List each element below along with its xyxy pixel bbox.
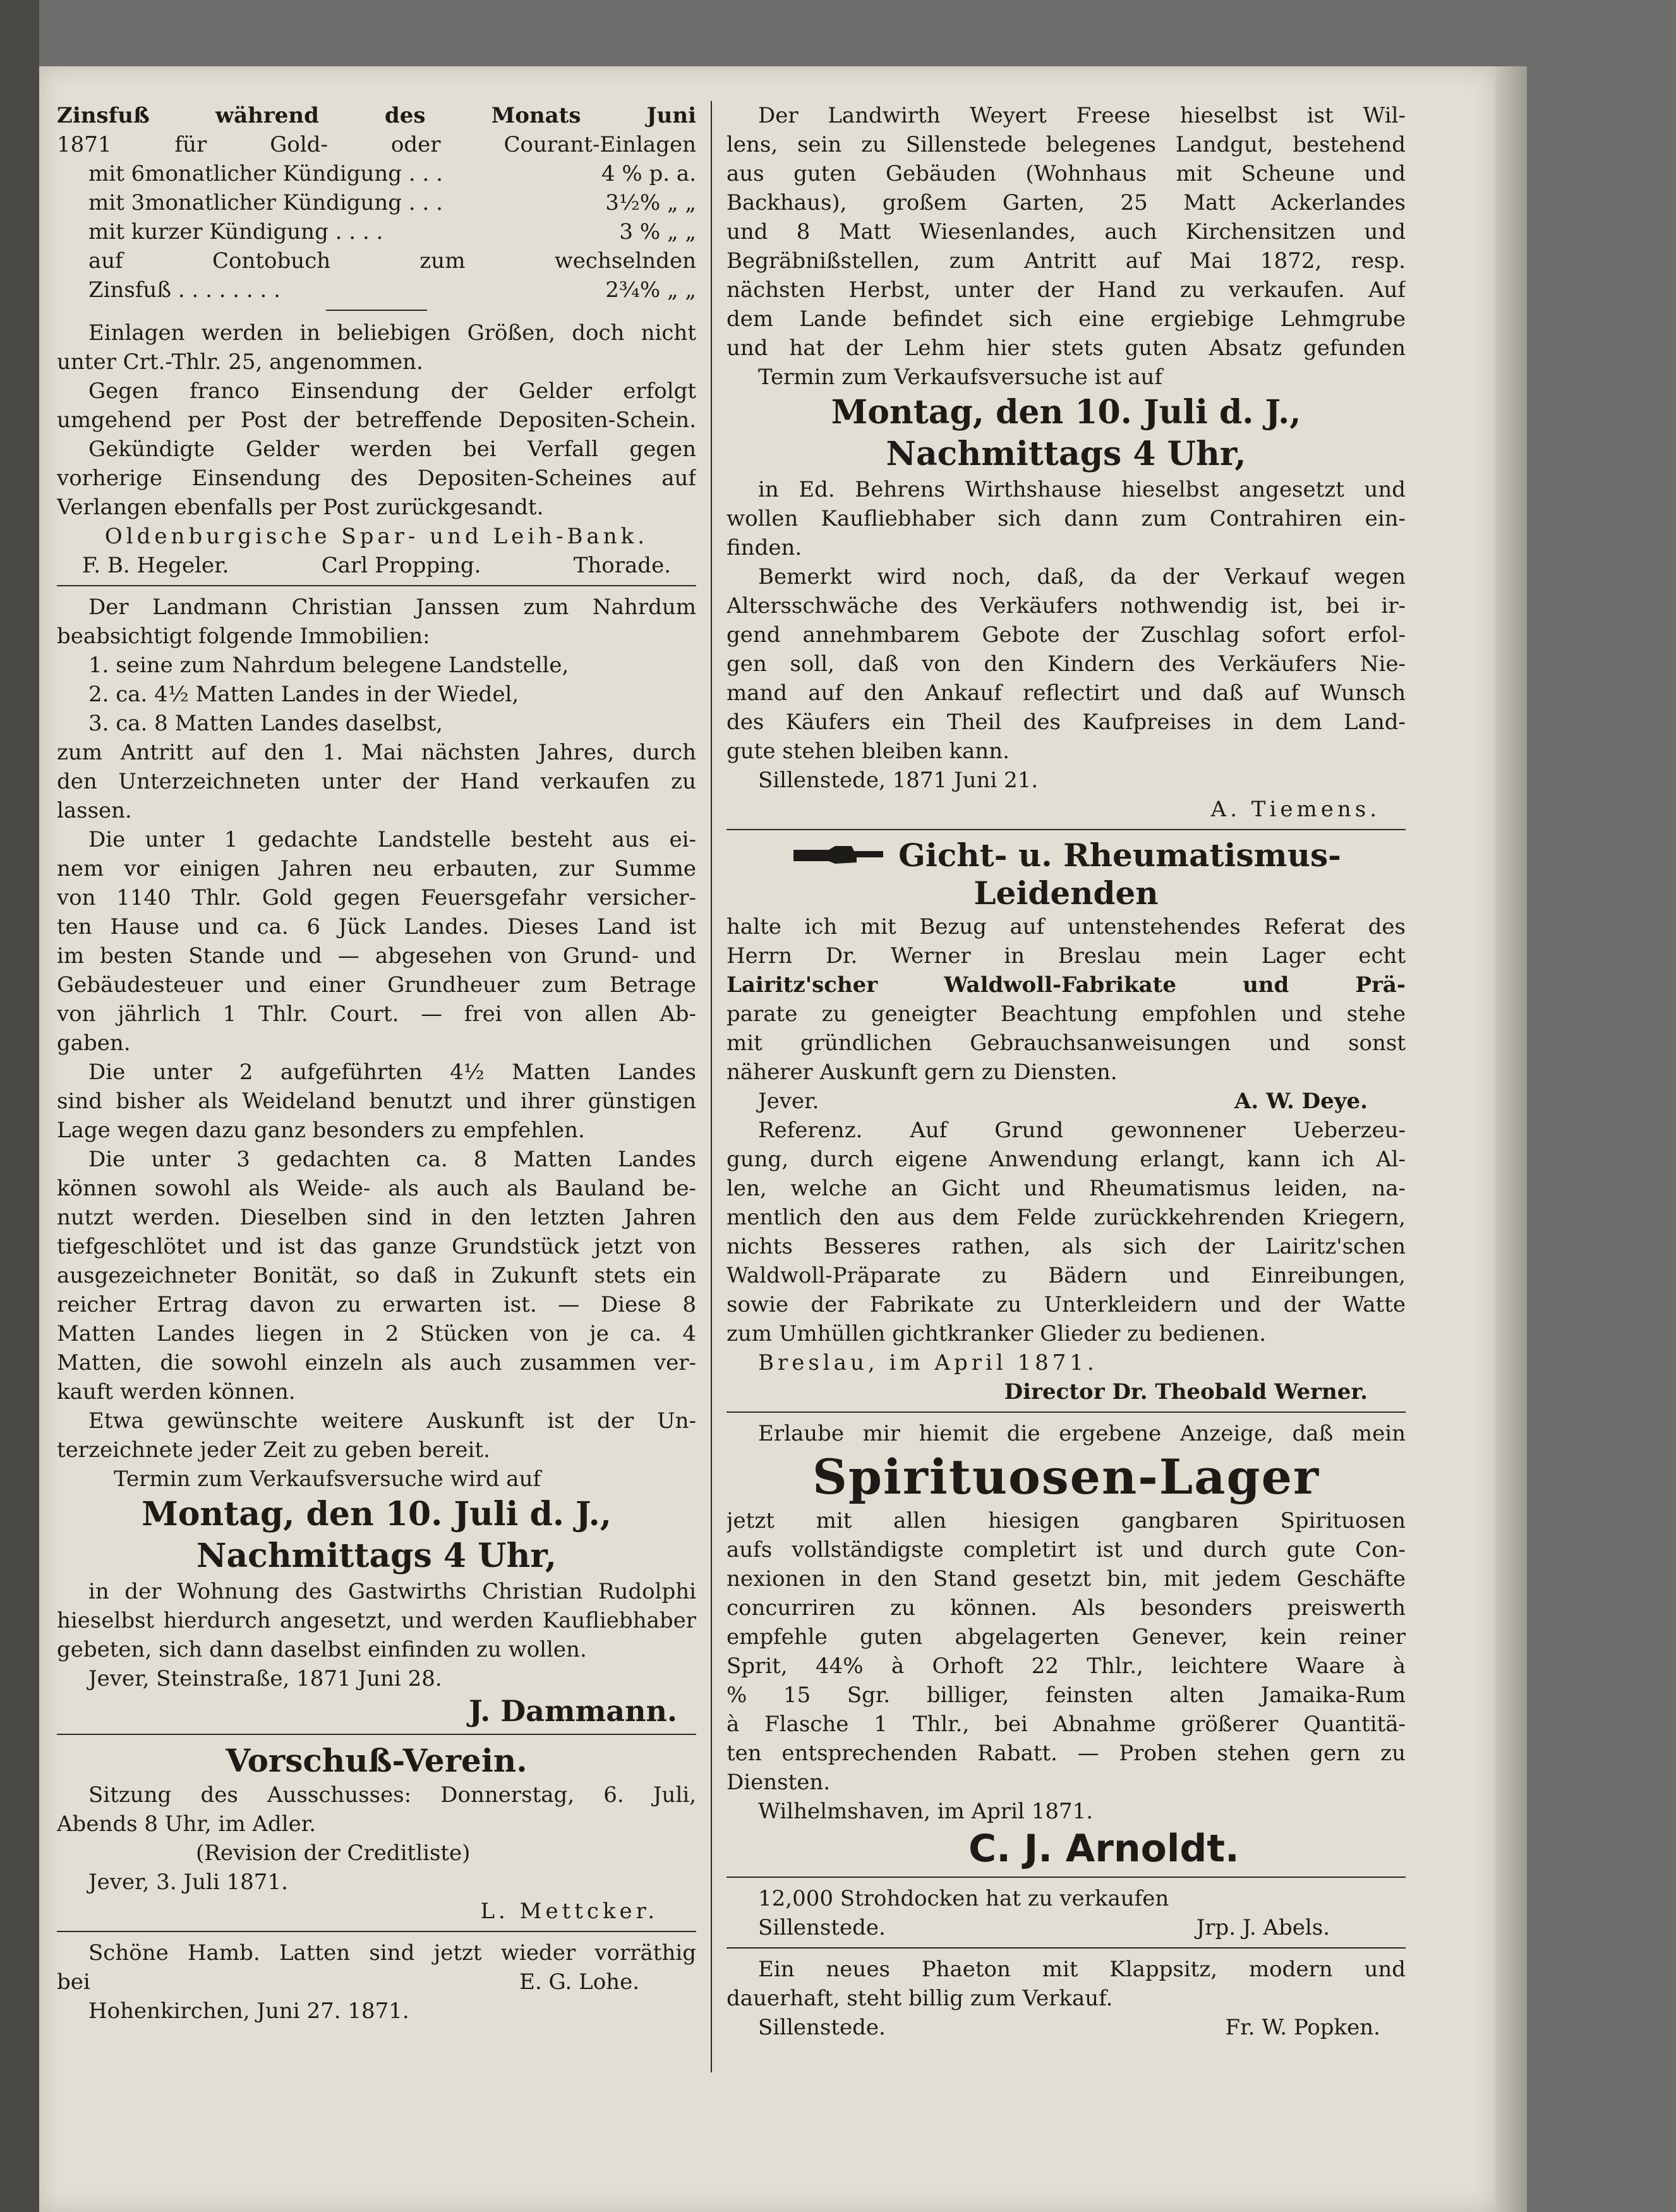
body-line: gaben. bbox=[57, 1030, 131, 1056]
body-line: vorherige Einsendung des Depositen-Scheines auf bbox=[57, 466, 696, 491]
body-line: nächsten Herbst, unter der Hand zu verkaufen. Auf bbox=[726, 277, 1406, 303]
body-line: Lairitz'scher Waldwoll-Fabrikate und Prä- bbox=[726, 972, 1406, 998]
interest-row-rate: 3 % „ „ bbox=[619, 219, 696, 245]
body-line: gebeten, sich dann daselbst einfinden zu wollen. bbox=[57, 1637, 587, 1662]
gicht-title: Gicht- u. Rheumatismus- bbox=[898, 837, 1341, 874]
vorschuss-title: Vorschuß-Verein. bbox=[226, 1742, 528, 1779]
body-line: Die unter 3 gedachten ca. 8 Matten Landes bbox=[88, 1147, 696, 1172]
interest-row bbox=[57, 275, 696, 305]
interest-row bbox=[57, 217, 696, 246]
interest-row-rate: 2¾% „ „ bbox=[605, 277, 696, 303]
interest-row-label: mit 6monatlicher Kündigung . . . bbox=[88, 161, 443, 186]
body-line: und 8 Matt Wiesenlandes, auch Kirchensitzen und bbox=[726, 219, 1406, 245]
auction-time: Nachmittags 4 Uhr, bbox=[196, 1537, 557, 1575]
body-line: Etwa gewünschte weitere Auskunft ist der Un- bbox=[88, 1408, 696, 1434]
place-date: Jever, 3. Juli 1871. bbox=[88, 1870, 288, 1895]
body-line: Die unter 2 aufgeführten 4½ Matten Landes bbox=[88, 1060, 696, 1085]
body-line: parate zu geneigter Beachtung empfohlen und stehe bbox=[726, 1001, 1406, 1027]
rule bbox=[57, 1734, 696, 1735]
body-line: Lage wegen dazu ganz besonders zu empfehlen. bbox=[57, 1118, 585, 1143]
page-edge bbox=[1495, 66, 1527, 2212]
place: Sillenstede. bbox=[758, 1915, 886, 1940]
body-line: zum Antritt auf den 1. Mai nächsten Jahres, durch bbox=[57, 740, 696, 765]
body-line: Termin zum Verkaufsversuche wird auf bbox=[114, 1466, 541, 1492]
gicht-notice bbox=[726, 837, 1406, 1406]
body-line: Gegen franco Einsendung der Gelder erfolgt bbox=[88, 378, 696, 404]
body-line: aufs vollständigste completirt ist und durch gute Con- bbox=[726, 1537, 1406, 1562]
body-line: Sitzung des Ausschusses: Donnerstag, 6. Juli, bbox=[88, 1782, 696, 1808]
body-line: Diensten. bbox=[726, 1770, 831, 1795]
rule bbox=[726, 1947, 1406, 1949]
vorschuss-notice bbox=[57, 1741, 696, 1926]
signer: Fr. W. Popken. bbox=[1225, 2015, 1380, 2040]
signer: E. G. Lohe. bbox=[519, 1969, 639, 1995]
body-line: Bemerkt wird noch, daß, da der Verkauf wegen bbox=[758, 564, 1406, 589]
auction-time: Nachmittags 4 Uhr, bbox=[886, 435, 1246, 473]
body-line: ausgezeichneter Bonität, so daß in Zukunft stets ein bbox=[57, 1263, 696, 1288]
body-line: Matten, die sowohl einzeln als auch zusammen ver- bbox=[57, 1350, 696, 1375]
interest-row-label: mit kurzer Kündigung . . . . bbox=[88, 219, 383, 245]
signer: A. W. Deye. bbox=[1234, 1089, 1368, 1114]
place-date: Sillenstede, 1871 Juni 21. bbox=[758, 768, 1039, 793]
body-line: len, welche an Gicht und Rheumatismus leiden, na- bbox=[726, 1176, 1406, 1201]
body-line: Abends 8 Uhr, im Adler. bbox=[57, 1811, 317, 1837]
body-line: Der Landmann Christian Janssen zum Nahrdum bbox=[88, 595, 696, 620]
body-line: finden. bbox=[726, 535, 802, 560]
left-column bbox=[57, 101, 696, 2026]
body-line: lassen. bbox=[57, 798, 132, 823]
body-line: im besten Stande und — abgesehen von Grund- und bbox=[57, 943, 696, 969]
rule bbox=[57, 1931, 696, 1932]
body-line: sowie der Fabrikate zu Unterkleidern und der Watte bbox=[726, 1292, 1406, 1317]
pointing-hand-icon bbox=[791, 843, 886, 867]
signer: Director Dr. Theobald Werner. bbox=[1004, 1379, 1368, 1405]
column-divider bbox=[711, 101, 712, 2072]
signer-row bbox=[726, 2013, 1406, 2042]
place: Jever. bbox=[758, 1089, 819, 1114]
body-line: unter Crt.-Thlr. 25, angenommen. bbox=[57, 349, 423, 375]
book-gutter bbox=[0, 0, 39, 2212]
body-line: hieselbst hierdurch angesetzt, und werden Kaufliebhaber bbox=[57, 1608, 696, 1633]
body-line: den Unterzeichneten unter der Hand verkaufen zu bbox=[57, 769, 696, 794]
phaeton-notice bbox=[726, 1955, 1406, 2042]
signer: Carl Propping. bbox=[321, 553, 481, 578]
body-line: Die unter 1 gedachte Landstelle besteht aus ei- bbox=[88, 827, 696, 852]
body-line: Gebäudesteuer und einer Grundheuer zum Betrage bbox=[57, 972, 696, 998]
strohdocken-notice bbox=[726, 1884, 1406, 1942]
body-line: in Ed. Behrens Wirthshause hieselbst angesetzt und bbox=[758, 477, 1406, 502]
seller-row bbox=[57, 1967, 696, 1997]
freese-notice bbox=[726, 101, 1406, 824]
body-line: nutzt werden. Dieselben sind in den letzten Jahren bbox=[57, 1205, 696, 1230]
body-line: Herrn Dr. Werner in Breslau mein Lager echt bbox=[726, 943, 1406, 969]
place-date: Jever, Steinstraße, 1871 Juni 28. bbox=[88, 1666, 442, 1691]
body-line: Matten Landes liegen in 2 Stücken von je ca. 4 bbox=[57, 1321, 696, 1346]
signer-row bbox=[726, 1913, 1406, 1942]
body-line: näherer Auskunft gern zu Diensten. bbox=[726, 1060, 1118, 1085]
body-line: gen soll, daß von den Kindern des Verkäufers Nie- bbox=[726, 651, 1406, 677]
bei-label: bei bbox=[57, 1969, 90, 1995]
rule bbox=[726, 829, 1406, 830]
body-line: dem Lande befindet sich eine ergiebige Lehmgrube bbox=[726, 306, 1406, 332]
spirit-title: Spirituosen-Lager bbox=[812, 1449, 1320, 1505]
signer-row bbox=[726, 1087, 1406, 1116]
janssen-notice bbox=[57, 593, 696, 1729]
interest-row-label: mit 3monatlicher Kündigung . . . bbox=[88, 190, 443, 215]
body-line: Gekündigte Gelder werden bei Verfall gegen bbox=[88, 437, 696, 462]
body-line: ten entsprechenden Rabatt. — Proben stehen gern zu bbox=[726, 1741, 1406, 1766]
body-line: Erlaube mir hiemit die ergebene Anzeige, daß mein bbox=[758, 1421, 1406, 1446]
body-line: halte ich mit Bezug auf untenstehendes Referat des bbox=[726, 914, 1406, 940]
body-line: Waldwoll-Präparate zu Bädern und Einreibungen, bbox=[726, 1263, 1406, 1288]
rule bbox=[726, 1411, 1406, 1413]
body-line: dauerhaft, steht billig zum Verkauf. bbox=[726, 1986, 1113, 2011]
place-date: Wilhelmshaven, im April 1871. bbox=[758, 1799, 1094, 1824]
body-line: wollen Kaufliebhaber sich dann zum Contrahiren ein- bbox=[726, 506, 1406, 531]
body-line: concurriren zu können. Als besonders preiswerth bbox=[726, 1595, 1406, 1621]
signer: Thorade. bbox=[573, 553, 671, 578]
signer: L. Mettcker. bbox=[480, 1899, 658, 1924]
signer: J. Dammann. bbox=[469, 1694, 677, 1728]
body-line: ten Hause und ca. 6 Jück Landes. Dieses Land ist bbox=[57, 914, 696, 940]
body-line: % 15 Sgr. billiger, feinsten alten Jamaika-Rum bbox=[726, 1683, 1406, 1708]
body-line: Einlagen werden in beliebigen Größen, doch nicht bbox=[88, 320, 696, 346]
gicht-heading bbox=[726, 837, 1406, 874]
latten-notice bbox=[57, 1938, 696, 2026]
signer: A. Tiemens. bbox=[1210, 797, 1380, 822]
place-date: Breslau, im April 1871. bbox=[758, 1350, 1098, 1375]
body-line: umgehend per Post der betreffende Depositen-Schein. bbox=[57, 408, 696, 433]
right-column bbox=[726, 101, 1406, 2042]
body-line: Der Landwirth Weyert Freese hieselbst ist Wil- bbox=[758, 103, 1406, 128]
interest-title: Zinsfuß während des Monats Juni bbox=[57, 103, 696, 128]
interest-line1: 1871 für Gold- oder Courant-Einlagen bbox=[57, 132, 696, 157]
spirit-notice bbox=[726, 1419, 1406, 1871]
gicht-title2: Leidenden bbox=[974, 874, 1159, 912]
body-line: können sowohl als Weide- als auch als Bauland be- bbox=[57, 1176, 696, 1201]
body-line: sind bisher als Weideland benutzt und ihrer günstigen bbox=[57, 1089, 696, 1114]
interest-konto-line: auf Contobuch zum wechselnden bbox=[88, 248, 696, 274]
place-date: Hohenkirchen, Juni 27. 1871. bbox=[88, 1998, 409, 2024]
place: Sillenstede. bbox=[758, 2015, 886, 2040]
body-line: Verlangen ebenfalls per Post zurückgesandt. bbox=[57, 495, 544, 520]
signers-row bbox=[57, 551, 696, 580]
body-line: empfehle guten abgelagerten Genever, kein reiner bbox=[726, 1624, 1406, 1650]
body-line: reicher Ertrag davon zu erwarten ist. — Diese 8 bbox=[57, 1292, 696, 1317]
signer: F. B. Hegeler. bbox=[82, 553, 229, 578]
body-line: zum Umhüllen gichtkranker Glieder zu bedienen. bbox=[726, 1321, 1267, 1346]
interest-notice bbox=[57, 101, 696, 580]
body-line: Ein neues Phaeton mit Klappsitz, modern und bbox=[758, 1957, 1406, 1982]
rule bbox=[57, 585, 696, 586]
bank-name: Oldenburgische Spar- und Leih-Bank. bbox=[104, 524, 649, 549]
body-line: Termin zum Verkaufsversuche ist auf bbox=[758, 365, 1163, 390]
body-line: jetzt mit allen hiesigen gangbaren Spirituosen bbox=[726, 1508, 1406, 1533]
body-line: von jährlich 1 Thlr. Court. — frei von allen Ab- bbox=[57, 1001, 696, 1027]
body-line: 12,000 Strohdocken hat zu verkaufen bbox=[758, 1886, 1169, 1911]
auction-date: Montag, den 10. Juli d. J., bbox=[831, 393, 1301, 432]
auction-date: Montag, den 10. Juli d. J., bbox=[142, 1495, 612, 1533]
signer: C. J. Arnoldt. bbox=[968, 1827, 1239, 1871]
body-line: kauft werden können. bbox=[57, 1379, 296, 1405]
body-line: Altersschwäche des Verkäufers nothwendig ist, bei ir- bbox=[726, 593, 1406, 619]
body-line: und hat der Lehm hier stets guten Absatz gefunden bbox=[726, 335, 1406, 361]
body-line: Backhaus), großem Garten, 25 Matt Ackerlandes bbox=[726, 190, 1406, 215]
body-line: Referenz. Auf Grund gewonnener Ueberzeu- bbox=[758, 1118, 1406, 1143]
body-line: mand auf den Ankauf reflectirt und daß auf Wunsch bbox=[726, 680, 1406, 706]
body-line: tiefgeschlötet und ist das ganze Grundstück jetzt von bbox=[57, 1234, 696, 1259]
body-line: Schöne Hamb. Latten sind jetzt wieder vorräthig bbox=[88, 1940, 696, 1966]
body-line: nem vor einigen Jahren neu erbauten, zur Summe bbox=[57, 856, 696, 881]
body-line: beabsichtigt folgende Immobilien: bbox=[57, 624, 430, 649]
list-item: 2. ca. 4½ Matten Landes in der Wiedel, bbox=[88, 682, 519, 707]
rule bbox=[726, 1877, 1406, 1878]
body-line: gute stehen bleiben kann. bbox=[726, 739, 1010, 764]
body-line: von 1140 Thlr. Gold gegen Feuersgefahr versicher- bbox=[57, 885, 696, 910]
body-line: mentlich den aus dem Felde zurückkehrenden Kriegern, bbox=[726, 1205, 1406, 1230]
body-line: Begräbnißstellen, zum Antritt auf Mai 1872, resp. bbox=[726, 248, 1406, 274]
body-line: des Käufers ein Theil des Kaufpreises in dem Land- bbox=[726, 710, 1406, 735]
body-line: nichts Besseres rathen, als sich der Lairitz'schen bbox=[726, 1234, 1406, 1259]
interest-row-rate: 3½% „ „ bbox=[605, 190, 696, 215]
body-line: in der Wohnung des Gastwirths Christian Rudolphi bbox=[88, 1579, 696, 1604]
body-line: lens, sein zu Sillenstede belegenes Landgut, bestehend bbox=[726, 132, 1406, 157]
interest-row bbox=[57, 188, 696, 217]
short-rule bbox=[326, 310, 427, 311]
body-line: mit gründlichen Gebrauchsanweisungen und sonst bbox=[726, 1030, 1406, 1056]
interest-row-rate: 4 % p. a. bbox=[601, 161, 696, 186]
body-line: gend annehmbarem Gebote der Zuschlag sofort erfol- bbox=[726, 622, 1406, 648]
body-line: à Flasche 1 Thlr., bei Abnahme größerer Quantitä- bbox=[726, 1712, 1406, 1737]
body-line: (Revision der Creditliste) bbox=[196, 1840, 471, 1866]
body-line: Sprit, 44% à Orhoft 22 Thlr., leichtere Waare à bbox=[726, 1653, 1406, 1679]
list-item: 3. ca. 8 Matten Landes daselbst, bbox=[88, 711, 443, 736]
list-item: 1. seine zum Nahrdum belegene Landstelle, bbox=[88, 653, 569, 678]
signer: Jrp. J. Abels. bbox=[1196, 1915, 1330, 1940]
body-line: terzeichnete jeder Zeit zu geben bereit. bbox=[57, 1437, 490, 1463]
body-line: nexionen in den Stand gesetzt bin, mit jedem Geschäfte bbox=[726, 1566, 1406, 1592]
interest-row bbox=[57, 159, 696, 188]
interest-row-label: Zinsfuß . . . . . . . . bbox=[88, 277, 280, 303]
body-line: gung, durch eigene Anwendung erlangt, kann ich Al- bbox=[726, 1147, 1406, 1172]
body-line: aus guten Gebäuden (Wohnhaus mit Scheune und bbox=[726, 161, 1406, 186]
